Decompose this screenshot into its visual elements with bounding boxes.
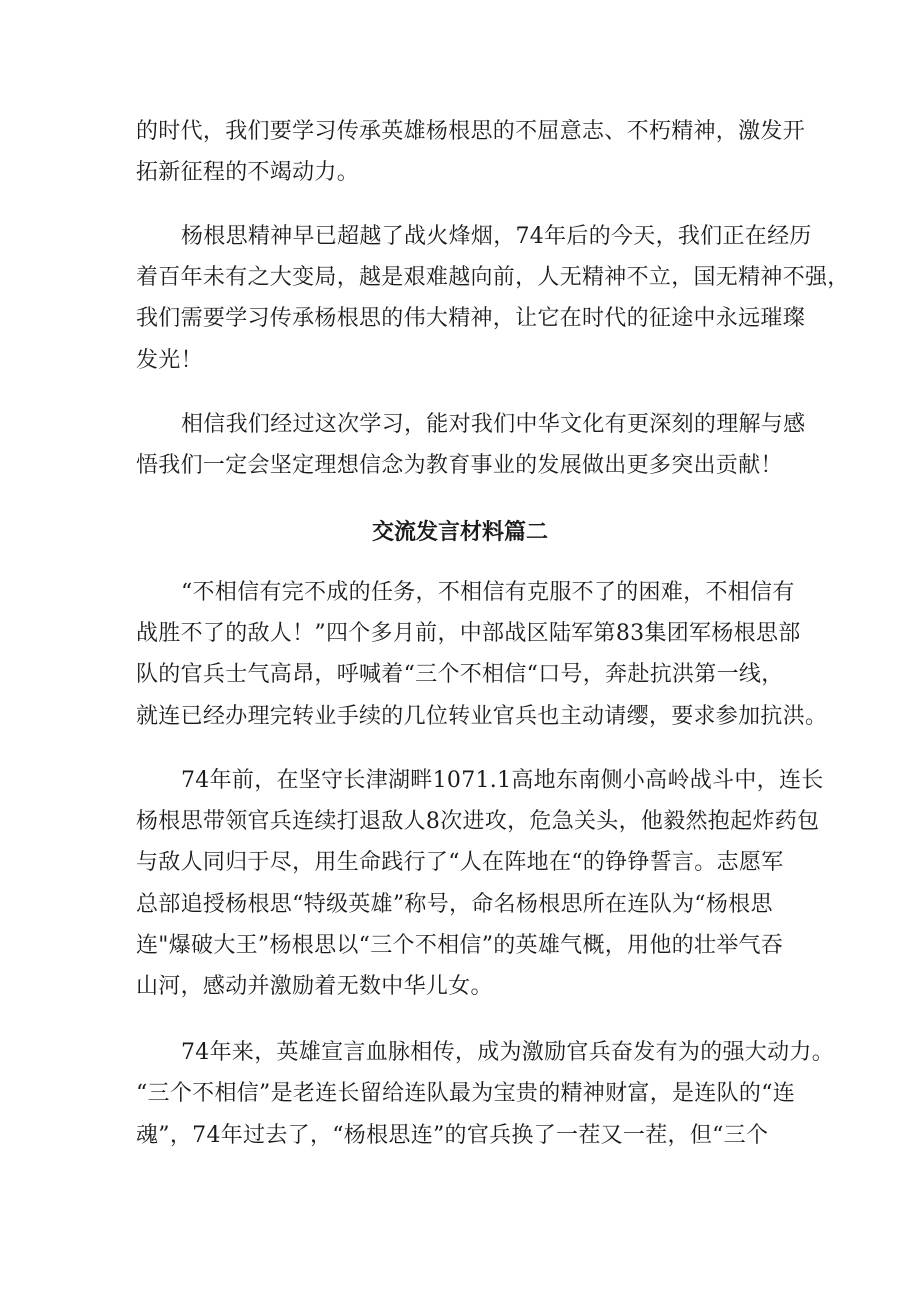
text-line: 山河，感动并激励着无数中华儿女。 [136,974,493,999]
text-line: 着百年未有之大变局，越是艰难越向前，人无精神不立，国无精神不强， [136,265,850,290]
text-line: 74年前，在坚守长津湖畔1071.1高地东南侧小高岭战斗中，连长 [181,768,824,793]
section-heading: 交流发言材料篇二 [371,519,548,545]
text-line: 悟我们一定会坚定理想信念为教育事业的发展做出更多突出贡献！ [136,453,783,478]
text-line: 队的官兵士气高昂，呼喊着“三个不相信“口号，奔赴抗洪第一线， [136,662,784,687]
text-line: 总部追授杨根思“特级英雄”称号，命名杨根思所在连队为“杨根思 [136,892,773,917]
text-line: 相信我们经过这次学习，能对我们中华文化有更深刻的理解与感 [181,412,806,437]
text-line: 发光！ [136,348,203,373]
text-line: 拓新征程的不竭动力。 [136,160,360,185]
text-line: 杨根思精神早已超越了战火烽烟，74年后的今天，我们正在经历 [181,224,812,249]
text-line: 与敌人同归于尽，用生命践行了“人在阵地在“的铮铮誓言。志愿军 [136,850,784,875]
text-line: 就连已经办理完转业手续的几位转业官兵也主动请缨，要求参加抗洪。 [136,704,828,729]
text-line: 的时代，我们要学习传承英雄杨根思的不屈意志、不朽精神，激发开 [136,119,806,144]
text-line: 魂”，74年过去了，“杨根思连”的官兵换了一茬又一茬，但“三个 [136,1123,769,1148]
text-line: “不相信有完不成的任务，不相信有克服不了的困难，不相信有 [181,580,795,605]
text-line: 杨根思带领官兵连续打退敌人8次进攻，危急关头，他毅然抱起炸药包 [136,809,820,834]
text-line: 战胜不了的敌人！”四个多月前，中部战区陆军第83集团军杨根思部 [136,621,801,646]
text-line: “三个不相信”是老连长留给连队最为宝贵的精神财富，是连队的“连 [136,1081,796,1106]
text-line: 连"爆破大王”杨根思以“三个不相信”的英雄气概，用他的壮举气吞 [136,933,784,958]
text-line: 74年来，英雄宣言血脉相传，成为激励官兵奋发有为的强大动力。 [181,1040,834,1065]
text-line: 我们需要学习传承杨根思的伟大精神，让它在时代的征途中永远璀璨 [136,306,806,331]
